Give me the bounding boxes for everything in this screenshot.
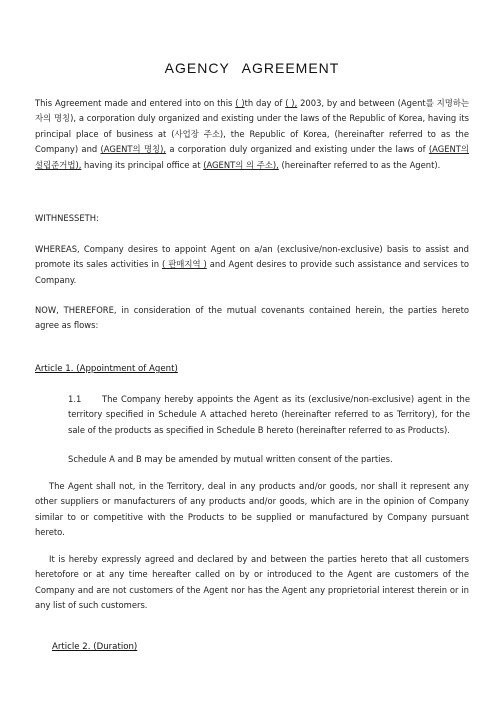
now-therefore-paragraph: NOW, THEREFORE, in consideration of the mutual covenants contained herein, the parties hereto agree as flows: — [35, 305, 469, 331]
article-1-heading: Article 1. (Appointment of Agent) — [35, 364, 178, 374]
schedule-note: Schedule A and B may be amended by mutual written consent of the parties. — [68, 454, 393, 464]
whereas-text-1: WHEREAS, Company desires to appoint Agent on a/an (exclusive/non-exclusive) basis to assist and promote its sales activities in — [35, 244, 469, 270]
intro-text-1: This Agreement made and entered into on this — [35, 98, 236, 108]
article-2-heading: Article 2. (Duration) — [52, 642, 138, 652]
blank-month: ( ), — [285, 98, 298, 108]
clause-1-1-text: The Company hereby appoints the Agent as its (exclusive/non-exclusive) agent in the territory specified in Schedule A attached hereto (hereinafter referred to as Territory), for the sale of the products as specified in Schedule B hereto (hereinafter referred to as Products). — [68, 394, 470, 435]
agent-address-field: (AGENT의 의 주소), — [203, 159, 279, 170]
whereas-paragraph — [35, 242, 469, 288]
witnesseth-heading: WITHNESSETH: — [35, 213, 99, 223]
article-1-paragraph-1: The Agent shall not, in the Territory, deal in any products and/or goods, nor shall it represent any other suppliers or manufacturers of any products and/or goods, which are in the opinion of Company similar to or competitive with the Products to be supplied or manufactured by Company pursuant hereto. — [35, 481, 469, 538]
clause-1-1-number: 1.1 — [68, 394, 82, 404]
intro-text-4: a corporation duly organized and existing under the laws of — [166, 144, 429, 155]
sales-area-field: ( 판매지역 ) — [161, 259, 207, 270]
agent-name-field: (AGENT의 명칭), — [100, 144, 167, 155]
clause-1-1 — [68, 392, 470, 438]
intro-text-2: th day of — [244, 98, 286, 108]
blank-day: ( ) — [235, 98, 245, 108]
intro-text-5: having its principal office at — [81, 159, 204, 170]
agent-law-field: (AGENT의 설립준거법), — [35, 144, 469, 170]
intro-paragraph — [35, 96, 469, 173]
intro-text-6: (hereinafter referred to as the Agent). — [278, 159, 441, 170]
intro-text-3: 2003, by and between (Agent를 지명하는 자의 명칭), a corporation duly organized and existing under the laws of the Republic of Korea, having its principal place of business at (사업장 주소), the Republic of Korea, (hereinafter referred to as the Company) and — [35, 98, 470, 155]
whereas-text-2: and Agent desires to provide such assistance and services to Company. — [35, 259, 469, 285]
article-1-paragraph-2: It is hereby expressly agreed and declared by and between the parties hereto that all customers heretofore or at any time hereafter called on by or introduced to the Agent are customers of the Company and are not customers of the Agent nor has the Agent any proprietorial interest therein or in any list of such customers. — [35, 554, 469, 611]
document-title: AGENCY AGREEMENT — [164, 60, 340, 76]
